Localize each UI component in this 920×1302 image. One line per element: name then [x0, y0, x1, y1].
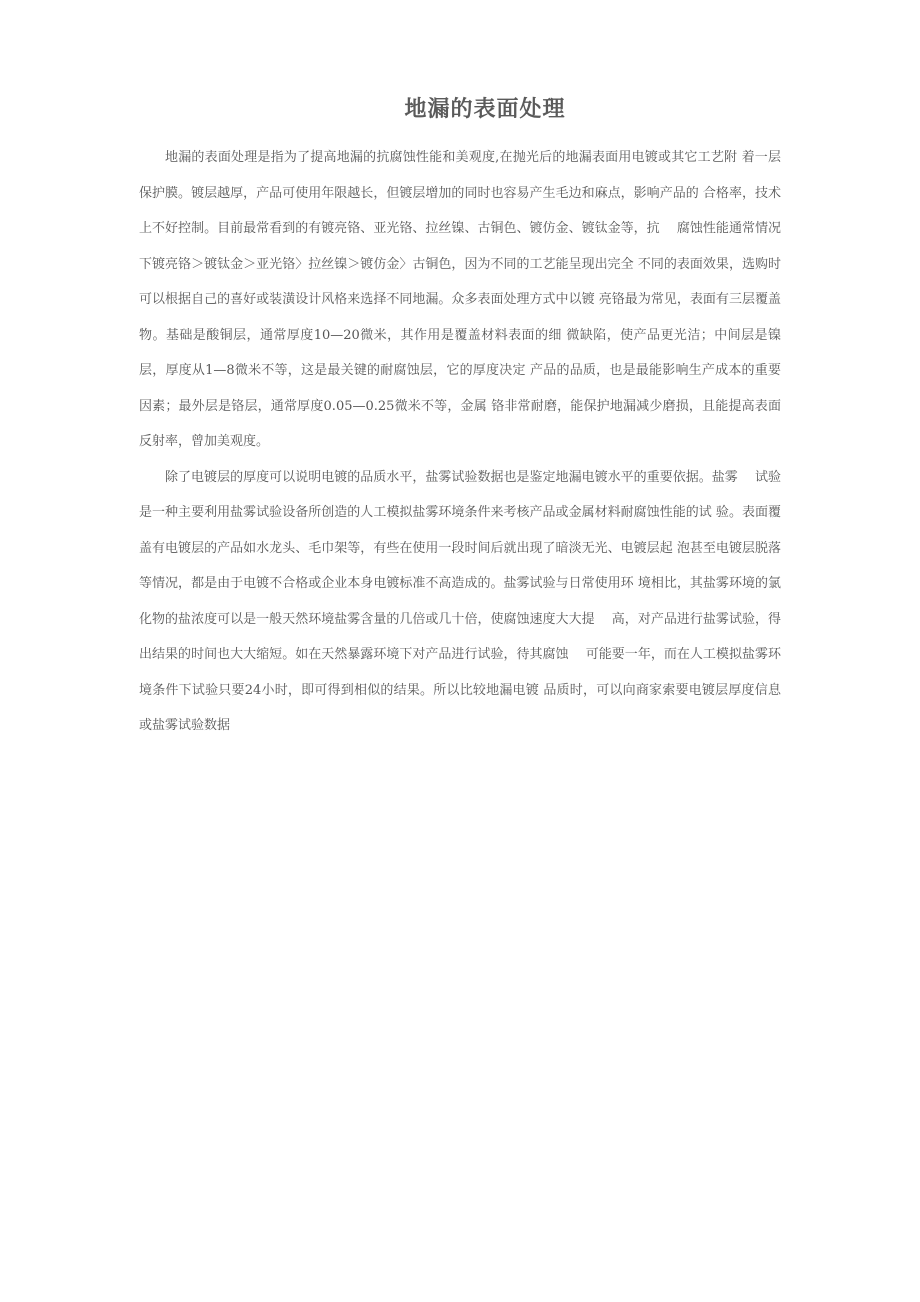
paragraph-surface-treatment: 地漏的表面处理是指为了提高地漏的抗腐蚀性能和美观度,在抛光后的地漏表面用电镀或其它工艺附 着一层保护膜。镀层越厚，产品可使用年限越长，但镀层增加的同时也容易产生毛边和麻点，影响产品的 合格率，技术上不好控制。目前最常看到的有镀亮铬、亚光铬、拉丝镍、古铜色、镀仿金、镀钛金等，抗 腐蚀性能通常情况下镀亮铬＞镀钛金＞亚光铬〉拉丝镍＞镀仿金〉古铜色，因为不同的工艺能呈现出完全 不同的表面效果，选购时可以根据自己的喜好或装潢设计风格来选择不同地漏。众多表面处理方式中以镀 亮铬最为常见，表面有三层覆盖物。基础是酸铜层，通常厚度10—20微米，其作用是覆盖材料表面的细 微缺陷，使产品更光洁；中间层是镍层，厚度从1—8微米不等，这是最关键的耐腐蚀层，它的厚度决定 产品的品质，也是最能影响生产成本的重要因素；最外层是铬层，通常厚度0.05—0.25微米不等，金属 铬非常耐磨，能保护地漏减少磨损，且能提高表面反射率，曾加美观度。	[139, 150, 781, 449]
document-title: 地漏的表面处理	[404, 96, 566, 122]
document-body	[139, 140, 781, 744]
paragraph-salt-spray-test: 除了电镀层的厚度可以说明电镀的品质水平，盐雾试验数据也是鉴定地漏电镀水平的重要依据。盐雾 试验是一种主要利用盐雾试验设备所创造的人工模拟盐雾环境条件来考核产品或金属材料耐腐蚀性能的试 验。表面覆盖有电镀层的产品如水龙头、毛巾架等，有些在使用一段时间后就出现了暗淡无光、电镀层起 泡甚至电镀层脱落等情况，都是由于电镀不合格或企业本身电镀标准不高造成的。盐雾试验与日常使用环 境相比，其盐雾环境的氯化物的盐浓度可以是一般天然环境盐雾含量的几倍或几十倍，使腐蚀速度大大提 高，对产品进行盐雾试验，得出结果的时间也大大缩短。如在天然暴露环境下对产品进行试验，待其腐蚀 可能要一年，而在人工模拟盐雾环境条件下试验只要24小时，即可得到相似的结果。所以比较地漏电镀 品质时，可以向商家索要电镀层厚度信息或盐雾试验数据	[139, 469, 781, 733]
